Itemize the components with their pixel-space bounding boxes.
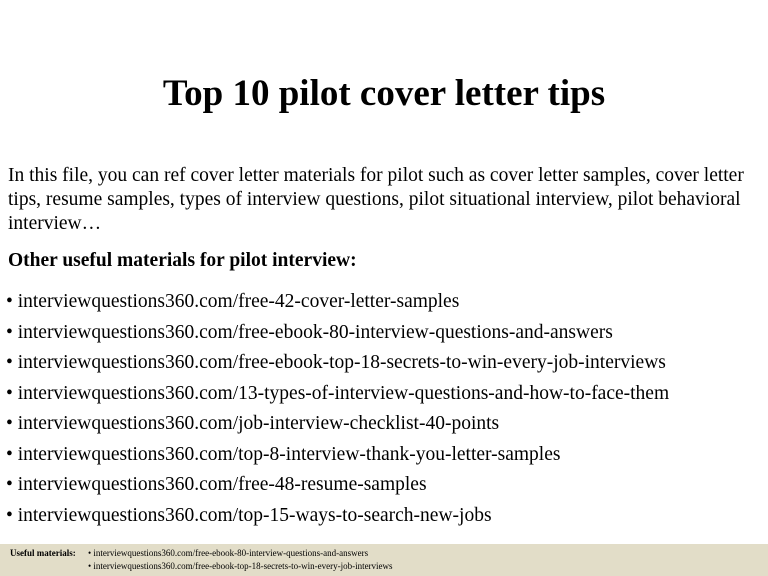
link-text[interactable]: interviewquestions360.com/free-ebook-top-18-secrets-to-win-every-job-interviews	[17, 352, 666, 373]
list-item[interactable]	[6, 501, 669, 532]
materials-subheading: Other useful materials for pilot interview:	[8, 250, 357, 271]
footer-bar	[0, 544, 768, 576]
list-item[interactable]	[6, 470, 669, 501]
link-text[interactable]: interviewquestions360.com/job-interview-checklist-40-points	[17, 413, 500, 434]
list-item[interactable]	[6, 409, 669, 440]
list-item[interactable]	[6, 348, 669, 379]
list-item[interactable]	[6, 379, 669, 410]
list-item[interactable]	[6, 318, 669, 349]
bullet: •	[88, 561, 92, 571]
bullet: •	[88, 548, 92, 558]
intro-paragraph: In this file, you can ref cover letter materials for pilot such as cover letter samples, cover letter tips, resume samples, types of interview questions, pilot situational interview, pilot behavioral interview…	[8, 165, 744, 234]
list-item[interactable]	[6, 440, 669, 471]
bullet: •	[6, 321, 13, 343]
footer-link-text[interactable]: interviewquestions360.com/free-ebook-80-interview-questions-and-answers	[93, 548, 369, 558]
link-text[interactable]: interviewquestions360.com/13-types-of-interview-questions-and-how-to-face-them	[17, 382, 670, 404]
bullet: •	[6, 413, 13, 434]
footer-link-item[interactable]	[88, 547, 368, 559]
materials-link-list	[6, 287, 669, 531]
bullet: •	[6, 443, 13, 465]
link-text[interactable]: interviewquestions360.com/top-8-interview-thank-you-letter-samples	[17, 443, 561, 465]
bullet: •	[6, 474, 13, 495]
bullet: •	[6, 352, 13, 373]
bullet: •	[6, 291, 13, 312]
link-text[interactable]: interviewquestions360.com/free-ebook-80-interview-questions-and-answers	[17, 321, 613, 343]
bullet: •	[6, 504, 13, 526]
list-item[interactable]	[6, 287, 669, 318]
link-text[interactable]: interviewquestions360.com/top-15-ways-to-search-new-jobs	[17, 504, 492, 526]
link-text[interactable]: interviewquestions360.com/free-42-cover-letter-samples	[17, 291, 460, 312]
slide-title: Top 10 pilot cover letter tips	[162, 73, 606, 114]
footer-link-text[interactable]: interviewquestions360.com/free-ebook-top-18-secrets-to-win-every-job-interviews	[93, 561, 393, 571]
footer-label: Useful materials:	[10, 548, 76, 558]
footer-link-item[interactable]	[88, 560, 393, 572]
bullet: •	[6, 382, 13, 404]
link-text[interactable]: interviewquestions360.com/free-48-resume-samples	[17, 474, 427, 495]
